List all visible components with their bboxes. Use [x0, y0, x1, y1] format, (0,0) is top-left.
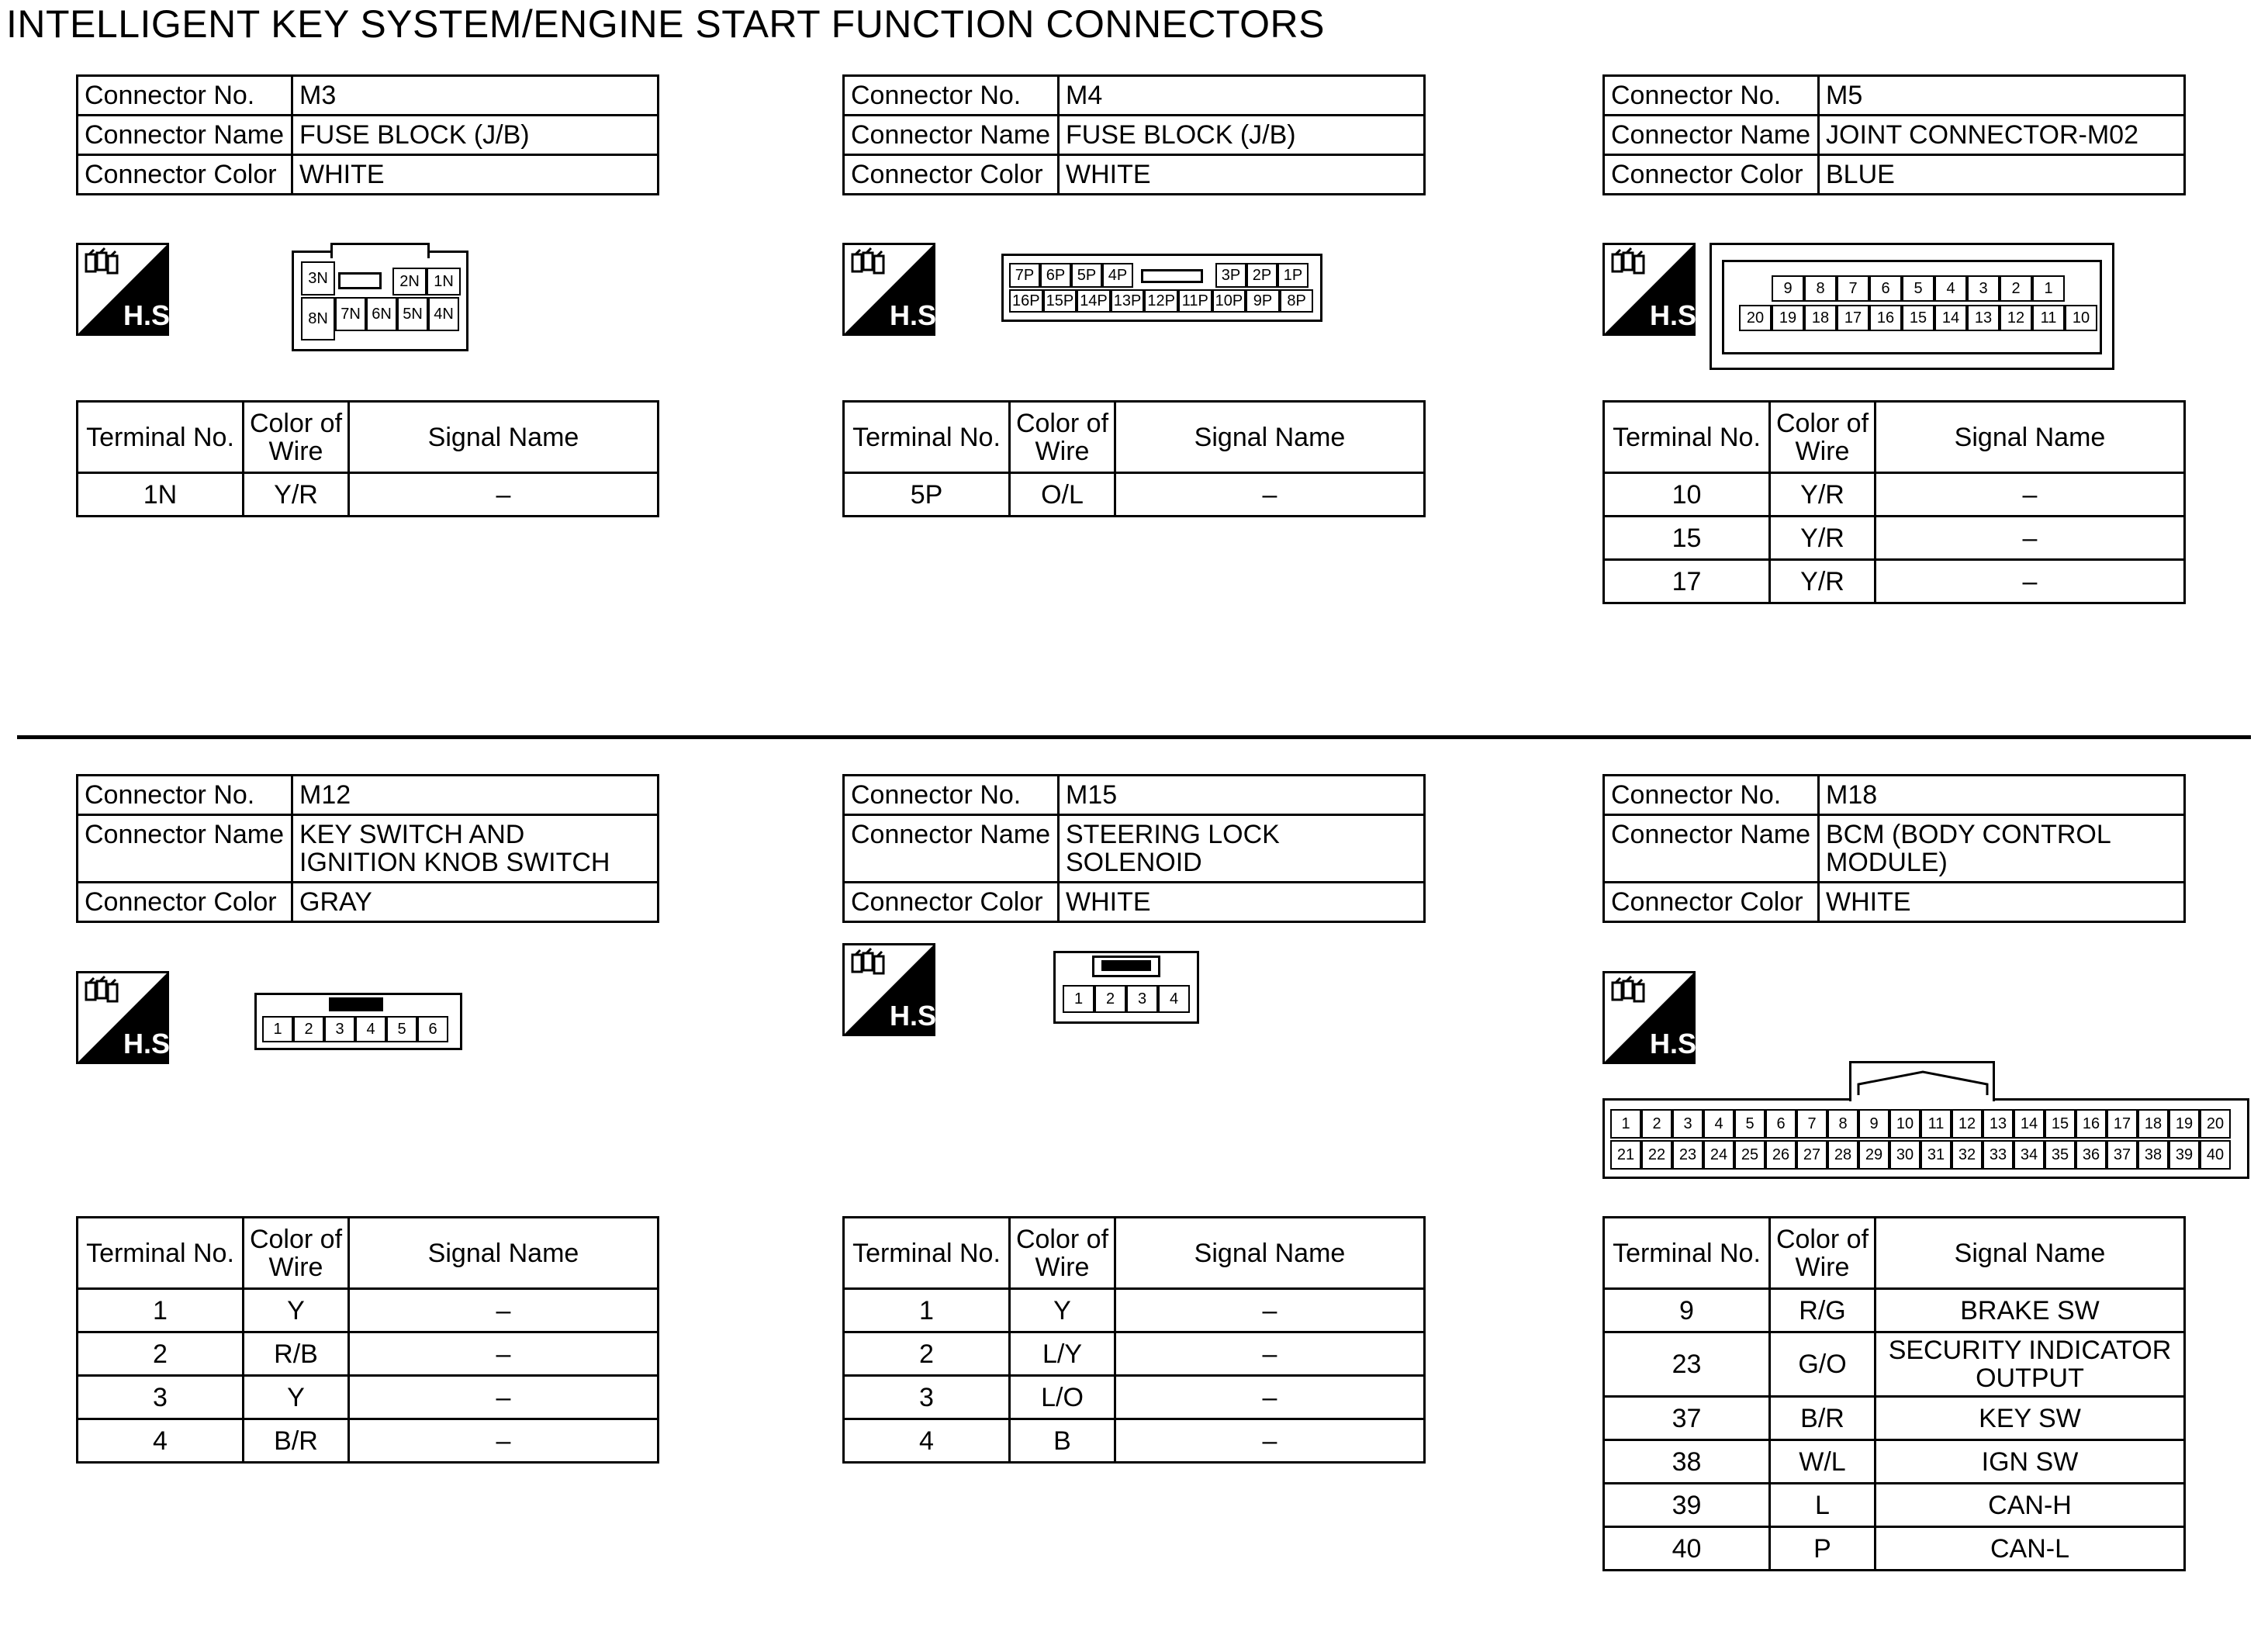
terminal-no: 1 — [78, 1289, 244, 1332]
connector-pin: 39 — [2169, 1140, 2200, 1170]
terminal-table-header — [1604, 1218, 2185, 1289]
connector-pin: 8P — [1280, 289, 1314, 313]
terminal-table — [76, 1216, 659, 1464]
connector-pin: 3 — [1126, 985, 1158, 1013]
table-row — [78, 1419, 659, 1463]
connector-pin: 12 — [2000, 305, 2032, 331]
connector-pin: 21 — [1610, 1140, 1641, 1170]
connector-no-row — [844, 76, 1425, 116]
connector-name-row — [844, 116, 1425, 155]
wire-color: L/Y — [1010, 1332, 1115, 1376]
wire-color: Y — [244, 1289, 349, 1332]
connector-color-label: Connector Color — [1604, 883, 1819, 922]
terminal-table — [76, 400, 659, 517]
connector-name-row — [1604, 815, 2185, 883]
signal-name-header: Signal Name — [349, 1218, 659, 1289]
connector-pin: 20 — [1739, 305, 1772, 331]
signal-name: – — [349, 1376, 659, 1419]
connector-pin: 1 — [1610, 1109, 1641, 1139]
table-row — [844, 1419, 1425, 1463]
connector-no-value: M12 — [292, 776, 659, 815]
connector-no-row — [1604, 776, 2185, 815]
table-row — [1604, 1440, 2185, 1484]
connector-pin: 1N — [427, 268, 461, 295]
wire-color: O/L — [1010, 473, 1115, 517]
connector-pin: 11 — [2032, 305, 2065, 331]
connector-pin: 14P — [1077, 289, 1111, 313]
connector-color-label: Connector Color — [844, 883, 1059, 922]
connector-color-row — [78, 883, 659, 922]
connector-color-label: Connector Color — [1604, 155, 1819, 195]
connector-pin: 27 — [1796, 1140, 1827, 1170]
connector-info-table — [842, 774, 1426, 923]
connector-key — [329, 997, 383, 1011]
connector-pin: 1 — [2032, 275, 2065, 302]
hs-label: H.S. — [890, 1000, 945, 1032]
terminal-table — [1602, 1216, 2186, 1571]
connector-key — [1101, 960, 1151, 971]
connector-name-label: Connector Name — [844, 116, 1059, 155]
wire-color: B/R — [1770, 1397, 1876, 1440]
connector-pin: 8 — [1804, 275, 1837, 302]
connector-block-m5 — [1602, 74, 2192, 596]
connector-pin: 40 — [2200, 1140, 2231, 1170]
page-title: INTELLIGENT KEY SYSTEM/ENGINE START FUNCTION CONNECTORS — [6, 2, 1326, 46]
connector-block-m4 — [842, 74, 1432, 510]
connector-pin: 1 — [1063, 985, 1094, 1013]
signal-name-header: Signal Name — [1115, 402, 1425, 473]
connector-pin: 34 — [2014, 1140, 2045, 1170]
connector-pin: 9P — [1246, 289, 1280, 313]
section-divider — [17, 735, 2251, 739]
connector-color-row — [844, 155, 1425, 195]
connector-name-row — [1604, 116, 2185, 155]
wire-color: Y — [1010, 1289, 1115, 1332]
connector-color-value: GRAY — [292, 883, 659, 922]
connector-pin: 37 — [2107, 1140, 2138, 1170]
signal-name: – — [349, 1332, 659, 1376]
wire-color-header: Color of Wire — [1010, 402, 1115, 473]
connector-pin: 15 — [1902, 305, 1934, 331]
connector-key — [338, 272, 382, 289]
connector-pin: 5N — [397, 297, 428, 331]
connector-pin: 4 — [1934, 275, 1967, 302]
connector-pin: 2 — [1094, 985, 1126, 1013]
table-row — [1604, 1332, 2185, 1397]
connector-pin: 3P — [1215, 263, 1246, 288]
connector-key — [1858, 1069, 1987, 1104]
connector-pin: 31 — [1920, 1140, 1952, 1170]
terminal-no-header: Terminal No. — [1604, 402, 1770, 473]
wire-color: Y — [244, 1376, 349, 1419]
table-row — [78, 473, 659, 517]
terminal-table-header — [1604, 402, 2185, 473]
terminal-no: 10 — [1604, 473, 1770, 517]
connector-no-row — [78, 776, 659, 815]
terminal-table-header — [78, 402, 659, 473]
terminal-no: 3 — [844, 1376, 1010, 1419]
connector-no-value: M15 — [1059, 776, 1425, 815]
terminal-no-header: Terminal No. — [844, 402, 1010, 473]
connector-pin: 3 — [324, 1016, 355, 1042]
terminal-no: 15 — [1604, 517, 1770, 560]
terminal-no: 4 — [844, 1419, 1010, 1463]
hs-label: H.S. — [123, 299, 178, 331]
connector-pin: 6P — [1040, 263, 1071, 288]
connector-info-table — [76, 74, 659, 195]
connector-pin: 14 — [2014, 1109, 2045, 1139]
harness-side-icon — [842, 943, 945, 1036]
connector-pin: 9 — [1772, 275, 1804, 302]
terminal-no-header: Terminal No. — [78, 1218, 244, 1289]
terminal-no: 2 — [78, 1332, 244, 1376]
connector-pin: 4P — [1102, 263, 1133, 288]
connector-no-row — [844, 776, 1425, 815]
connector-pin: 5 — [1734, 1109, 1765, 1139]
connector-pin: 6 — [417, 1016, 448, 1042]
connector-pin: 10 — [1889, 1109, 1920, 1139]
connector-name-label: Connector Name — [1604, 116, 1819, 155]
terminal-no: 23 — [1604, 1332, 1770, 1397]
connector-pin: 4N — [428, 297, 459, 331]
terminal-table — [1602, 400, 2186, 604]
connector-pin: 15P — [1043, 289, 1077, 313]
connector-pin: 16 — [1869, 305, 1902, 331]
connector-color-value: WHITE — [1819, 883, 2185, 922]
connector-pin: 5 — [1902, 275, 1934, 302]
signal-name-header: Signal Name — [1115, 1218, 1425, 1289]
wire-color: G/O — [1770, 1332, 1876, 1397]
connector-no-value: M3 — [292, 76, 659, 116]
connector-info-table — [76, 774, 659, 923]
connector-color-label: Connector Color — [844, 155, 1059, 195]
connector-pin: 7P — [1009, 263, 1040, 288]
signal-name: – — [1876, 517, 2185, 560]
connector-color-row — [1604, 155, 2185, 195]
connector-pin: 14 — [1934, 305, 1967, 331]
connector-pin: 20 — [2200, 1109, 2231, 1139]
wire-color: Y/R — [1770, 517, 1876, 560]
signal-name: – — [349, 1419, 659, 1463]
connector-pin: 9 — [1858, 1109, 1889, 1139]
connector-pin: 7N — [335, 297, 366, 331]
terminal-no: 2 — [844, 1332, 1010, 1376]
terminal-no: 9 — [1604, 1289, 1770, 1332]
connector-pin: 1 — [262, 1016, 293, 1042]
table-row — [78, 1332, 659, 1376]
connector-color-row — [1604, 883, 2185, 922]
connector-name-row — [78, 815, 659, 883]
table-row — [1604, 1484, 2185, 1527]
connector-pin: 17 — [1837, 305, 1869, 331]
connector-pin: 4 — [355, 1016, 386, 1042]
wire-color-header: Color of Wire — [1770, 402, 1876, 473]
connector-no-row — [78, 76, 659, 116]
terminal-table — [842, 400, 1426, 517]
connector-pin: 7 — [1837, 275, 1869, 302]
hs-label: H.S. — [1650, 1028, 1705, 1059]
wire-color-header: Color of Wire — [1770, 1218, 1876, 1289]
wire-color: R/G — [1770, 1289, 1876, 1332]
wire-color: W/L — [1770, 1440, 1876, 1484]
connector-pin: 6 — [1869, 275, 1902, 302]
connector-pin: 28 — [1827, 1140, 1858, 1170]
signal-name: – — [349, 1289, 659, 1332]
connector-pin: 4 — [1158, 985, 1190, 1013]
terminal-no: 1N — [78, 473, 244, 517]
connector-pin: 24 — [1703, 1140, 1734, 1170]
signal-name-header: Signal Name — [1876, 1218, 2185, 1289]
signal-name: CAN-H — [1876, 1484, 2185, 1527]
connector-pin: 29 — [1858, 1140, 1889, 1170]
harness-side-icon — [1602, 243, 1705, 336]
connector-pin: 3 — [1967, 275, 2000, 302]
connector-block-m18 — [1602, 774, 2225, 1564]
connector-no-value: M5 — [1819, 76, 2185, 116]
table-row — [1604, 1527, 2185, 1571]
connector-no-label: Connector No. — [78, 76, 292, 116]
signal-name: – — [1115, 473, 1425, 517]
terminal-no: 39 — [1604, 1484, 1770, 1527]
connector-pin: 6N — [366, 297, 397, 331]
wire-color: B — [1010, 1419, 1115, 1463]
connector-name-value: JOINT CONNECTOR-M02 — [1819, 116, 2185, 155]
connector-color-row — [844, 883, 1425, 922]
connector-pin: 3 — [1672, 1109, 1703, 1139]
connector-pin: 16P — [1009, 289, 1043, 313]
signal-name: – — [349, 473, 659, 517]
connector-pin: 5 — [386, 1016, 417, 1042]
connector-name-value: FUSE BLOCK (J/B) — [292, 116, 659, 155]
connector-pin: 6 — [1765, 1109, 1796, 1139]
connector-pin: 11 — [1920, 1109, 1952, 1139]
connector-no-value: M4 — [1059, 76, 1425, 116]
wire-color-header: Color of Wire — [1010, 1218, 1115, 1289]
signal-name: BRAKE SW — [1876, 1289, 2185, 1332]
terminal-no-header: Terminal No. — [844, 1218, 1010, 1289]
connector-no-value: M18 — [1819, 776, 2185, 815]
signal-name: SECURITY INDICATOR OUTPUT — [1876, 1332, 2185, 1397]
signal-name: – — [1115, 1332, 1425, 1376]
connector-block-m15 — [842, 774, 1432, 1456]
signal-name: – — [1115, 1419, 1425, 1463]
connector-pin: 12P — [1144, 289, 1178, 313]
signal-name: CAN-L — [1876, 1527, 2185, 1571]
terminal-table-header — [844, 402, 1425, 473]
connector-no-row — [1604, 76, 2185, 116]
terminal-no: 3 — [78, 1376, 244, 1419]
connector-pin: 16 — [2076, 1109, 2107, 1139]
table-row — [1604, 1397, 2185, 1440]
connector-color-label: Connector Color — [78, 883, 292, 922]
connector-pin: 17 — [2107, 1109, 2138, 1139]
signal-name: – — [1876, 560, 2185, 603]
connector-pin: 32 — [1952, 1140, 1983, 1170]
connector-pin: 3N — [301, 261, 335, 295]
connector-pin: 12 — [1952, 1109, 1983, 1139]
table-row — [1604, 473, 2185, 517]
connector-name-row — [78, 116, 659, 155]
connector-name-label: Connector Name — [844, 815, 1059, 883]
connector-pin: 8N — [301, 297, 335, 340]
connector-pin: 18 — [2138, 1109, 2169, 1139]
connector-pin: 2 — [1641, 1109, 1672, 1139]
table-row — [1604, 1289, 2185, 1332]
connector-no-label: Connector No. — [1604, 76, 1819, 116]
connector-pin: 23 — [1672, 1140, 1703, 1170]
connector-color-value: WHITE — [1059, 155, 1425, 195]
connector-no-label: Connector No. — [844, 76, 1059, 116]
connector-pin: 7 — [1796, 1109, 1827, 1139]
wire-color: Y/R — [1770, 560, 1876, 603]
connector-color-label: Connector Color — [78, 155, 292, 195]
connector-pin: 2 — [2000, 275, 2032, 302]
connector-key — [1141, 269, 1203, 283]
connector-no-label: Connector No. — [78, 776, 292, 815]
table-row — [844, 1289, 1425, 1332]
signal-name: – — [1115, 1376, 1425, 1419]
wire-color: P — [1770, 1527, 1876, 1571]
harness-side-icon — [1602, 971, 1705, 1064]
terminal-table-header — [78, 1218, 659, 1289]
connector-name-value: KEY SWITCH AND IGNITION KNOB SWITCH — [292, 815, 659, 883]
connector-pin: 5P — [1071, 263, 1102, 288]
connector-pin: 26 — [1765, 1140, 1796, 1170]
wire-color: L/O — [1010, 1376, 1115, 1419]
wire-color: R/B — [244, 1332, 349, 1376]
connector-color-value: BLUE — [1819, 155, 2185, 195]
connector-pin: 38 — [2138, 1140, 2169, 1170]
signal-name-header: Signal Name — [349, 402, 659, 473]
connector-pin: 2P — [1246, 263, 1277, 288]
connector-pin: 13 — [1983, 1109, 2014, 1139]
table-row — [78, 1376, 659, 1419]
connector-name-row — [844, 815, 1425, 883]
connector-info-table — [842, 74, 1426, 195]
table-row — [844, 1376, 1425, 1419]
terminal-no: 4 — [78, 1419, 244, 1463]
connector-name-label: Connector Name — [78, 116, 292, 155]
connector-pin: 15 — [2045, 1109, 2076, 1139]
connector-no-label: Connector No. — [1604, 776, 1819, 815]
connector-latch — [330, 243, 430, 258]
connector-pin: 22 — [1641, 1140, 1672, 1170]
connector-pin: 13P — [1111, 289, 1145, 313]
connector-color-value: WHITE — [292, 155, 659, 195]
signal-name: – — [1115, 1289, 1425, 1332]
connector-pin: 2N — [392, 268, 427, 295]
connector-pin: 18 — [1804, 305, 1837, 331]
wire-color-header: Color of Wire — [244, 402, 349, 473]
hs-label: H.S. — [1650, 299, 1705, 331]
connector-pin: 13 — [1967, 305, 2000, 331]
connector-color-value: WHITE — [1059, 883, 1425, 922]
terminal-no: 40 — [1604, 1527, 1770, 1571]
hs-label: H.S. — [890, 299, 945, 331]
connector-pin: 19 — [2169, 1109, 2200, 1139]
hs-label: H.S. — [123, 1028, 178, 1059]
connector-name-label: Connector Name — [78, 815, 292, 883]
connector-pin: 36 — [2076, 1140, 2107, 1170]
connector-block-m3 — [76, 74, 666, 510]
connector-name-label: Connector Name — [1604, 815, 1819, 883]
connector-pin: 8 — [1827, 1109, 1858, 1139]
connector-pin: 4 — [1703, 1109, 1734, 1139]
connector-color-row — [78, 155, 659, 195]
connector-pin: 25 — [1734, 1140, 1765, 1170]
signal-name: IGN SW — [1876, 1440, 2185, 1484]
connector-pin: 10P — [1212, 289, 1246, 313]
connector-pin: 10 — [2065, 305, 2097, 331]
connector-pin: 30 — [1889, 1140, 1920, 1170]
terminal-no: 5P — [844, 473, 1010, 517]
connector-pin: 1P — [1277, 263, 1309, 288]
connector-info-table — [1602, 774, 2186, 923]
connector-pin: 11P — [1178, 289, 1212, 313]
terminal-no: 1 — [844, 1289, 1010, 1332]
table-row — [844, 1332, 1425, 1376]
signal-name-header: Signal Name — [1876, 402, 2185, 473]
wire-color: Y/R — [1770, 473, 1876, 517]
table-row — [844, 473, 1425, 517]
terminal-no: 17 — [1604, 560, 1770, 603]
connector-pin: 19 — [1772, 305, 1804, 331]
table-row — [1604, 560, 2185, 603]
terminal-no: 38 — [1604, 1440, 1770, 1484]
table-row — [1604, 517, 2185, 560]
table-row — [78, 1289, 659, 1332]
connector-pin: 2 — [293, 1016, 324, 1042]
terminal-no-header: Terminal No. — [78, 402, 244, 473]
connector-pin: 35 — [2045, 1140, 2076, 1170]
connector-name-value: BCM (BODY CONTROL MODULE) — [1819, 815, 2185, 883]
connector-name-value: FUSE BLOCK (J/B) — [1059, 116, 1425, 155]
wire-color: Y/R — [244, 473, 349, 517]
connector-pin: 33 — [1983, 1140, 2014, 1170]
connector-block-m12 — [76, 774, 666, 1456]
wire-color-header: Color of Wire — [244, 1218, 349, 1289]
terminal-table — [842, 1216, 1426, 1464]
signal-name: KEY SW — [1876, 1397, 2185, 1440]
terminal-no: 37 — [1604, 1397, 1770, 1440]
terminal-table-header — [844, 1218, 1425, 1289]
wire-color: B/R — [244, 1419, 349, 1463]
connector-no-label: Connector No. — [844, 776, 1059, 815]
harness-side-icon — [76, 971, 178, 1064]
wire-color: L — [1770, 1484, 1876, 1527]
harness-side-icon — [842, 243, 945, 336]
connector-info-table — [1602, 74, 2186, 195]
terminal-no-header: Terminal No. — [1604, 1218, 1770, 1289]
signal-name: – — [1876, 473, 2185, 517]
harness-side-icon — [76, 243, 178, 336]
connector-name-value: STEERING LOCK SOLENOID — [1059, 815, 1425, 883]
